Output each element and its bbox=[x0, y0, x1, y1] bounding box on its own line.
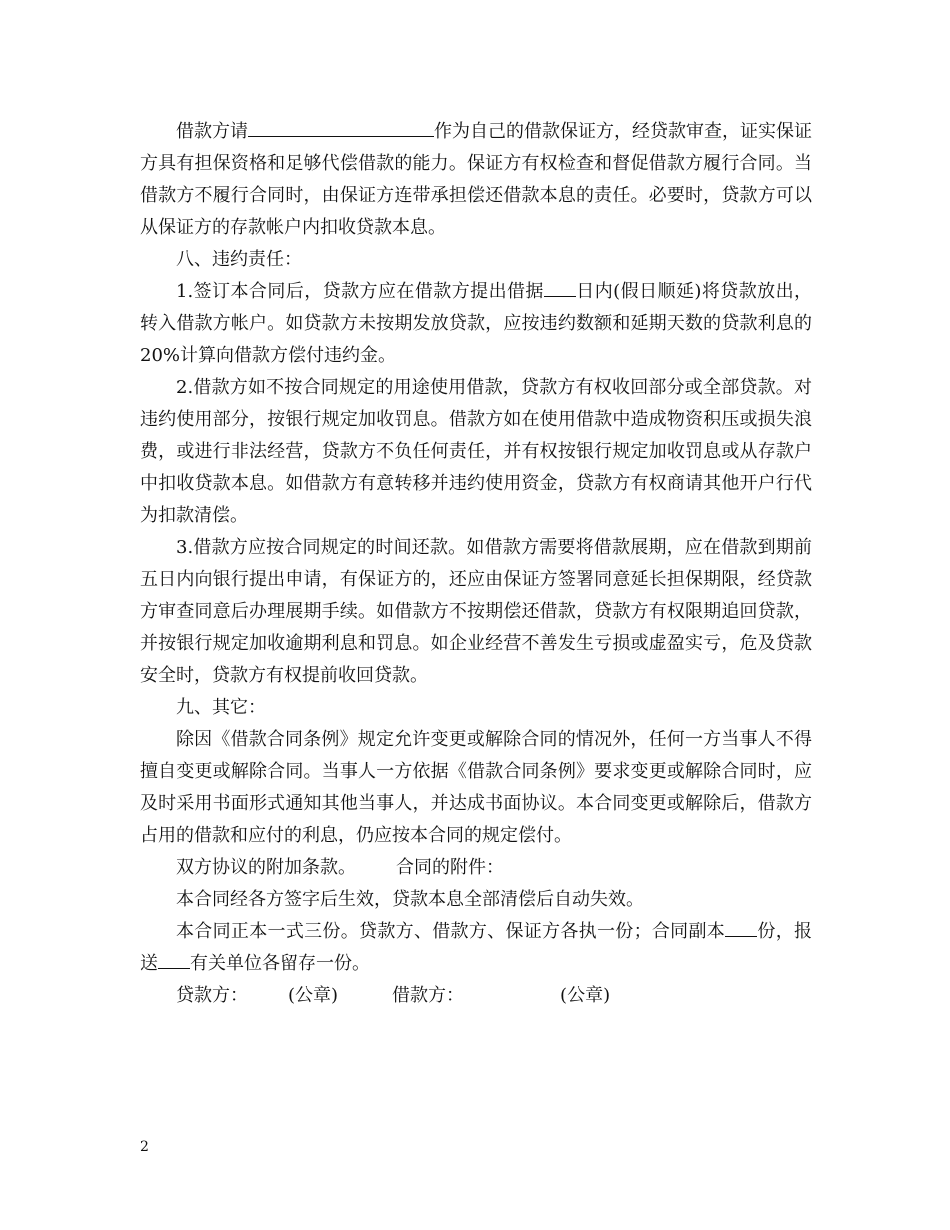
section-9-paragraph: 除因《借款合同条例》规定允许变更或解除合同的情况外，任何一方当事人不得擅自变更或解除合同。当事人一方依据《借款合同条例》要求变更或解除合同时，应及时采用书面形式通知其他当事人，并达成书面协议。本合同变更或解除后，借款方占用的借款和应付的利息，仍应按本合同的规定偿付。 bbox=[140, 729, 812, 846]
effect-paragraph: 本合同经各方签字后生效，贷款本息全部清偿后自动失效。 bbox=[176, 889, 644, 910]
section-8-item-3: 3.借款方应按合同规定的时间还款。如借款方需要将借款展期，应在借款到期前五日内向银行提出申请，有保证方的，还应由保证方签署同意延长担保期限，经贷款方审查同意后办理展期手续。如借款方不按期偿还借款，贷款方有权限期追回贷款，并按银行规定加收逾期利息和罚息。如企业经营不善发生亏损或虚盈实亏，危及贷款安全时，贷款方有权提前收回贷款。 bbox=[140, 537, 812, 686]
borrower-label: 借款方： bbox=[392, 985, 465, 1006]
lender-label: 贷款方： bbox=[176, 985, 248, 1006]
section-8-item-2: 2.借款方如不按合同规定的用途使用借款，贷款方有权收回部分或全部贷款。对违约使用部分，按银行规定加收罚息。借款方如在使用借款中造成物资积压或损失浪费，或进行非法经营，贷款方不负任何责任，并有权按银行规定加收罚息或从存款户中扣收贷款本息。如借款方有意转移并违约使用资金，贷款方有权商请其他开户行代为扣款清偿。 bbox=[140, 377, 812, 526]
guarantor-name-blank bbox=[248, 116, 434, 137]
section-8-heading: 八、违约责任： bbox=[176, 249, 302, 270]
recipient-blank bbox=[158, 948, 190, 969]
contract-body bbox=[140, 116, 812, 1012]
attachments-line bbox=[140, 852, 812, 884]
copies-paragraph: 本合同正本一式三份。贷款方、借款方、保证方各执一份；合同副本 份，报送 有关单位各留存一份。 bbox=[140, 916, 812, 980]
page-number: 2 bbox=[140, 1139, 149, 1155]
signature-line bbox=[140, 980, 812, 1012]
copies-count-blank bbox=[725, 916, 757, 937]
attachments-label: 合同的附件： bbox=[396, 857, 504, 878]
lender-seal: (公章) bbox=[288, 985, 339, 1006]
days-blank bbox=[544, 276, 576, 297]
guarantee-lead: 借款方请 bbox=[176, 121, 248, 142]
attached-terms-label: 双方协议的附加条款。 bbox=[176, 857, 356, 878]
section-9-heading: 九、其它： bbox=[176, 697, 266, 718]
guarantee-paragraph bbox=[140, 116, 812, 244]
borrower-seal: (公章) bbox=[560, 985, 611, 1006]
section-8-item-1: 1.签订本合同后，贷款方应在借款方提出借据 日内(假日顺延)将贷款放出，转入借款方帐户。如贷款方未按期发放贷款，应按违约数额和延期天数的贷款利息的20%计算向借款方偿付违约金。 bbox=[140, 276, 812, 372]
guarantee-text: 作为自己的借款保证方，经贷款审查，证实保证方具有担保资格和足够代偿借款的能力。保证方有权检查和督促借款方履行合同。当借款方不履行合同时，由保证方连带承担偿还借款本息的责任。必要时，贷款方可以从保证方的存款帐户内扣收贷款本息。 bbox=[140, 121, 812, 238]
